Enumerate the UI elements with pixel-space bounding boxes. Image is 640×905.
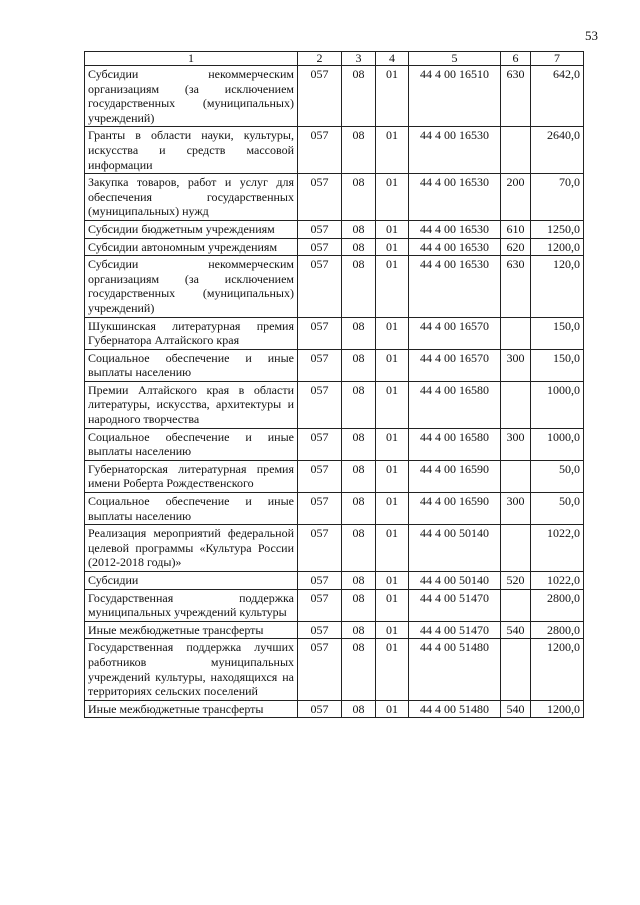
subsection-code-cell: 01 [376,589,409,621]
amount-cell: 1022,0 [531,525,584,572]
subsection-code-cell: 01 [376,525,409,572]
expense-type-cell: 620 [501,238,531,256]
ministry-code-cell: 057 [298,220,342,238]
section-code-cell: 08 [342,493,376,525]
expense-type-cell [501,589,531,621]
row-name-cell: Закупка товаров, работ и услуг для обеспечения государственных (муниципальных) нужд [85,174,298,221]
expense-type-cell [501,127,531,174]
target-article-cell: 44 4 00 16580 [409,428,501,460]
row-name-cell: Шукшинская литературная премия Губернатора Алтайского края [85,317,298,349]
table-body [85,66,584,718]
page-number: 53 [585,28,598,43]
row-name-cell: Государственная поддержка муниципальных учреждений культуры [85,589,298,621]
section-code-cell: 08 [342,621,376,639]
amount-cell: 1250,0 [531,220,584,238]
amount-cell: 642,0 [531,66,584,127]
amount-cell: 1022,0 [531,572,584,590]
subsection-code-cell: 01 [376,493,409,525]
table-row [85,700,584,718]
row-name-cell: Премии Алтайского края в области литературы, искусства, архитектуры и народного творчества [85,381,298,428]
ministry-code-cell: 057 [298,639,342,700]
amount-cell: 120,0 [531,256,584,317]
row-name-cell: Субсидии некоммерческим организациям (за исключением государственных (муниципальных) учреждений) [85,66,298,127]
header-row [85,52,584,66]
row-name-cell: Иные межбюджетные трансферты [85,700,298,718]
section-code-cell: 08 [342,381,376,428]
subsection-code-cell: 01 [376,317,409,349]
row-name-cell: Социальное обеспечение и иные выплаты населению [85,493,298,525]
amount-cell: 1200,0 [531,639,584,700]
amount-cell: 1000,0 [531,381,584,428]
expense-type-cell [501,525,531,572]
target-article-cell: 44 4 00 51480 [409,700,501,718]
column-header: 6 [501,52,531,66]
target-article-cell: 44 4 00 16580 [409,381,501,428]
expense-type-cell: 300 [501,428,531,460]
ministry-code-cell: 057 [298,381,342,428]
table-row [85,493,584,525]
table-row [85,428,584,460]
expense-type-cell [501,381,531,428]
section-code-cell: 08 [342,460,376,492]
expense-type-cell: 200 [501,174,531,221]
table-row [85,66,584,127]
subsection-code-cell: 01 [376,174,409,221]
ministry-code-cell: 057 [298,174,342,221]
amount-cell: 50,0 [531,493,584,525]
subsection-code-cell: 01 [376,700,409,718]
target-article-cell: 44 4 00 50140 [409,572,501,590]
amount-cell: 2800,0 [531,589,584,621]
ministry-code-cell: 057 [298,349,342,381]
target-article-cell: 44 4 00 16510 [409,66,501,127]
ministry-code-cell: 057 [298,428,342,460]
table-row [85,127,584,174]
amount-cell: 1000,0 [531,428,584,460]
target-article-cell: 44 4 00 51470 [409,589,501,621]
row-name-cell: Субсидии автономным учреждениям [85,238,298,256]
column-header: 4 [376,52,409,66]
section-code-cell: 08 [342,127,376,174]
ministry-code-cell: 057 [298,238,342,256]
ministry-code-cell: 057 [298,127,342,174]
table-row [85,460,584,492]
subsection-code-cell: 01 [376,127,409,174]
section-code-cell: 08 [342,256,376,317]
ministry-code-cell: 057 [298,621,342,639]
row-name-cell: Гранты в области науки, культуры, искусства и средств массовой информации [85,127,298,174]
row-name-cell: Губернаторская литературная премия имени Роберта Рождественского [85,460,298,492]
section-code-cell: 08 [342,174,376,221]
expense-type-cell: 520 [501,572,531,590]
amount-cell: 1200,0 [531,700,584,718]
target-article-cell: 44 4 00 16570 [409,317,501,349]
ministry-code-cell: 057 [298,256,342,317]
ministry-code-cell: 057 [298,589,342,621]
amount-cell: 2800,0 [531,621,584,639]
table-row [85,589,584,621]
target-article-cell: 44 4 00 51470 [409,621,501,639]
section-code-cell: 08 [342,589,376,621]
expense-type-cell: 610 [501,220,531,238]
table-row [85,220,584,238]
section-code-cell: 08 [342,525,376,572]
expense-type-cell: 630 [501,256,531,317]
expense-type-cell: 300 [501,493,531,525]
section-code-cell: 08 [342,238,376,256]
subsection-code-cell: 01 [376,381,409,428]
budget-table [84,51,584,718]
target-article-cell: 44 4 00 16530 [409,127,501,174]
ministry-code-cell: 057 [298,525,342,572]
table-row [85,256,584,317]
row-name-cell: Иные межбюджетные трансферты [85,621,298,639]
subsection-code-cell: 01 [376,621,409,639]
row-name-cell: Субсидии бюджетным учреждениям [85,220,298,238]
amount-cell: 70,0 [531,174,584,221]
section-code-cell: 08 [342,220,376,238]
column-header: 7 [531,52,584,66]
column-header: 3 [342,52,376,66]
table-row [85,639,584,700]
row-name-cell: Государственная поддержка лучших работников муниципальных учреждений культуры, находящихся на территориях сельских поселений [85,639,298,700]
subsection-code-cell: 01 [376,238,409,256]
table-row [85,317,584,349]
subsection-code-cell: 01 [376,66,409,127]
table-row [85,621,584,639]
section-code-cell: 08 [342,700,376,718]
target-article-cell: 44 4 00 16530 [409,238,501,256]
amount-cell: 150,0 [531,349,584,381]
ministry-code-cell: 057 [298,493,342,525]
table-row [85,349,584,381]
subsection-code-cell: 01 [376,639,409,700]
subsection-code-cell: 01 [376,572,409,590]
target-article-cell: 44 4 00 16530 [409,220,501,238]
target-article-cell: 44 4 00 16530 [409,256,501,317]
amount-cell: 50,0 [531,460,584,492]
expense-type-cell: 540 [501,621,531,639]
amount-cell: 1200,0 [531,238,584,256]
target-article-cell: 44 4 00 16570 [409,349,501,381]
subsection-code-cell: 01 [376,428,409,460]
section-code-cell: 08 [342,428,376,460]
amount-cell: 2640,0 [531,127,584,174]
target-article-cell: 44 4 00 16590 [409,493,501,525]
target-article-cell: 44 4 00 16590 [409,460,501,492]
row-name-cell: Субсидии [85,572,298,590]
column-header: 5 [409,52,501,66]
target-article-cell: 44 4 00 51480 [409,639,501,700]
table-row [85,381,584,428]
section-code-cell: 08 [342,639,376,700]
ministry-code-cell: 057 [298,317,342,349]
expense-type-cell [501,460,531,492]
ministry-code-cell: 057 [298,460,342,492]
expense-type-cell: 630 [501,66,531,127]
row-name-cell: Социальное обеспечение и иные выплаты населению [85,428,298,460]
row-name-cell: Субсидии некоммерческим организациям (за исключением государственных (муниципальных) учреждений) [85,256,298,317]
subsection-code-cell: 01 [376,220,409,238]
row-name-cell: Социальное обеспечение и иные выплаты населению [85,349,298,381]
expense-type-cell: 300 [501,349,531,381]
target-article-cell: 44 4 00 50140 [409,525,501,572]
ministry-code-cell: 057 [298,572,342,590]
subsection-code-cell: 01 [376,349,409,381]
ministry-code-cell: 057 [298,700,342,718]
section-code-cell: 08 [342,66,376,127]
subsection-code-cell: 01 [376,256,409,317]
column-header: 2 [298,52,342,66]
table-row [85,174,584,221]
column-header: 1 [85,52,298,66]
section-code-cell: 08 [342,317,376,349]
table-row [85,572,584,590]
table-row [85,238,584,256]
subsection-code-cell: 01 [376,460,409,492]
expense-type-cell [501,317,531,349]
section-code-cell: 08 [342,349,376,381]
target-article-cell: 44 4 00 16530 [409,174,501,221]
amount-cell: 150,0 [531,317,584,349]
expense-type-cell: 540 [501,700,531,718]
row-name-cell: Реализация мероприятий федеральной целевой программы «Культура России (2012-2018 годы)» [85,525,298,572]
section-code-cell: 08 [342,572,376,590]
expense-type-cell [501,639,531,700]
ministry-code-cell: 057 [298,66,342,127]
table-row [85,525,584,572]
